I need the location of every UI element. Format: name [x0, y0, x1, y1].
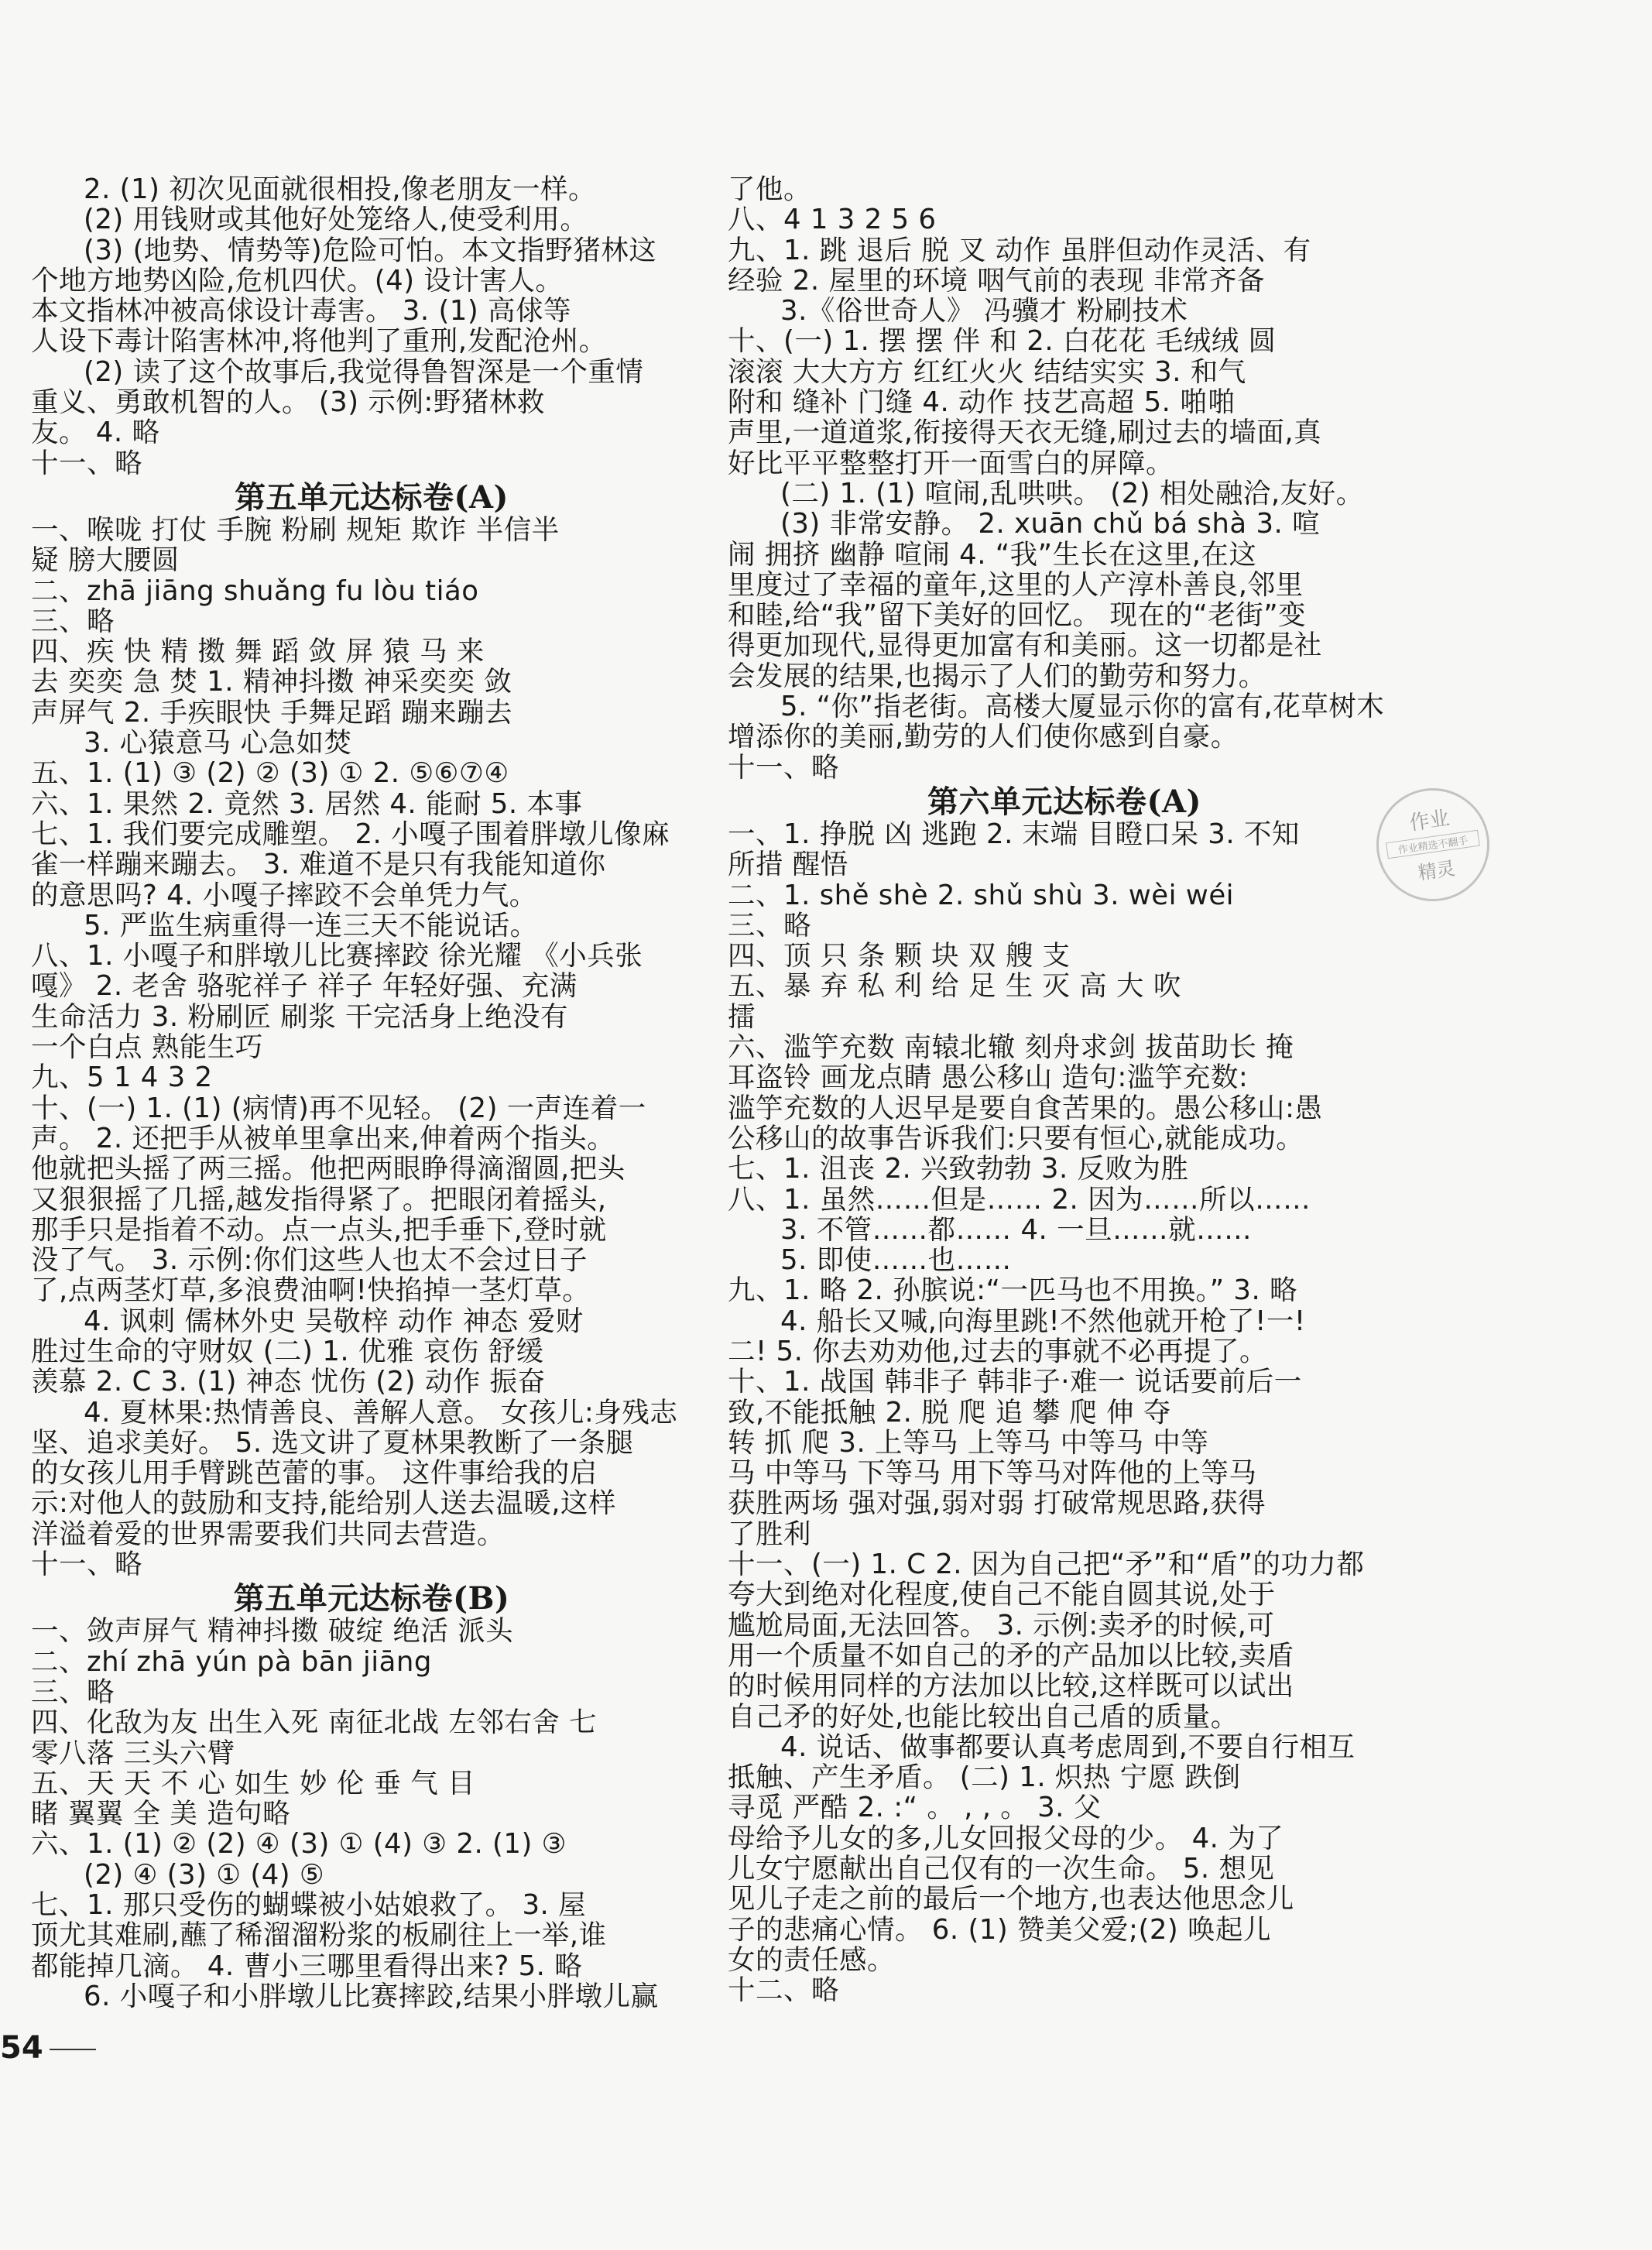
answer-line: 一、1. 挣脱 凶 逃跑 2. 末端 目瞪口呆 3. 不知: [728, 818, 1300, 850]
answer-line: 四、化敌为友 出生入死 南征北战 左邻右舍 七: [31, 1706, 598, 1739]
answer-line: 女的责任感。: [728, 1943, 896, 1976]
answer-line: 七、1. 我们要完成雕塑。 2. 小嘎子围着胖墩儿像麻: [31, 818, 670, 850]
answer-block-unit6-a: [728, 819, 1401, 2006]
answer-line: 里度过了幸福的童年,这里的人产淳朴善良,邻里: [728, 568, 1304, 601]
answer-line: 雀一样蹦来蹦去。 3. 难道不是只有我能知道你: [31, 849, 606, 881]
answer-line: 二、zhí zhā yún pà bān jiāng: [31, 1645, 432, 1678]
answer-line: 三、略: [31, 605, 115, 637]
answer-line: 寻觅 严酷 2. :“ 。 , , 。 3. 父: [728, 1792, 1102, 1824]
answer-line: (2) 读了这个故事后,我觉得鲁智深是一个重情: [84, 355, 644, 388]
answer-block-unit4-end: [31, 174, 712, 478]
answer-line: 好比平平整整打开一面雪白的屏障。: [728, 447, 1174, 479]
answer-line: 声里,一道道浆,衔接得天衣无缝,刷过去的墙面,真: [728, 417, 1322, 449]
answer-line: 他就把头摇了两三摇。他把两眼睁得滴溜圆,把头: [31, 1153, 625, 1185]
answer-line: 没了气。 3. 示例:你们这些人也太不会过日子: [31, 1244, 588, 1277]
answer-line: 得更加现代,显得更加富有和美丽。这一切都是社: [728, 629, 1322, 662]
answer-line: 所措 醒悟: [728, 849, 848, 881]
answer-line: 嘎》 2. 老舍 骆驼祥子 祥子 年轻好强、充满: [31, 970, 578, 1003]
stamp-bottom-text: 精灵: [1417, 857, 1457, 884]
answer-line: 又狠狠摇了几摇,越发指得紧了。把眼闭着摇头,: [31, 1183, 607, 1216]
answer-line: 会发展的结果,也揭示了人们的勤劳和努力。: [728, 660, 1266, 692]
section-title-unit5-b: 第五单元达标卷(B): [233, 1580, 510, 1617]
answer-line: 胜过生命的守财奴 (二) 1. 优雅 哀伤 舒缓: [31, 1335, 544, 1367]
answer-line: 十、(一) 1. 摆 摆 伴 和 2. 白花花 毛绒绒 圆: [728, 325, 1277, 358]
page-number: [0, 2030, 96, 2066]
answer-line: 睹 翼翼 全 美 造句略: [31, 1798, 291, 1830]
page-number-value: 54: [0, 2030, 43, 2066]
answer-line: 十一、(一) 1. C 2. 因为自己把“矛”和“盾”的功力都: [728, 1549, 1365, 1581]
answer-line: 二、zhā jiāng shuǎng fu lòu tiáo: [31, 575, 479, 607]
answer-line: 擂: [728, 1000, 756, 1033]
answer-line: 2. (1) 初次见面就很相投,像老朋友一样。: [84, 173, 597, 205]
answer-line: 疑 膀大腰圆: [31, 544, 180, 577]
answer-line: (二) 1. (1) 喧闹,乱哄哄。 (2) 相处融洽,友好。: [780, 477, 1364, 509]
answer-line: 四、顶 只 条 颗 块 双 艘 支: [728, 940, 1071, 972]
answer-line: 零八落 三头六臂: [31, 1737, 235, 1769]
answer-line: 人设下毒计陷害林冲,将他判了重刑,发配沧州。: [31, 325, 607, 358]
answer-line: (2) 用钱财或其他好处笼络人,使受利用。: [84, 204, 588, 236]
answer-line: 自己矛的好处,也能比较出自己盾的质量。: [728, 1700, 1239, 1733]
answer-line: 八、1. 小嘎子和胖墩儿比赛摔跤 徐光耀 《小兵张: [31, 940, 643, 972]
stamp-top-text: 作业: [1407, 806, 1451, 835]
answer-line: 六、1. 果然 2. 竟然 3. 居然 4. 能耐 5. 本事: [31, 787, 583, 820]
answer-line: 滥竽充数的人迟早是要自食苦果的。愚公移山:愚: [728, 1092, 1323, 1124]
answer-line: 3.《俗世奇人》 冯骥才 粉刷技术: [780, 295, 1188, 328]
answer-line: 本文指林冲被高俅设计毒害。 3. (1) 高俅等: [31, 295, 572, 328]
answer-line: 和睦,给“我”留下美好的回忆。 现在的“老街”变: [728, 599, 1307, 632]
answer-line: 声。 2. 还把手从被单里拿出来,伸着两个指头。: [31, 1122, 615, 1154]
answer-line: 耳盗铃 画龙点睛 愚公移山 造句:滥竽充数:: [728, 1062, 1249, 1094]
answer-line: 洋溢着爱的世界需要我们共同去营造。: [31, 1518, 506, 1550]
answer-line: 了胜利: [728, 1518, 812, 1550]
answer-line: 闹 拥挤 幽静 喧闹 4. “我”生长在这里,在这: [728, 538, 1257, 571]
answer-line: 4. 夏林果:热情善良、善解人意。 女孩儿:身残志: [84, 1396, 678, 1429]
answer-line: 3. 心猿意马 心急如焚: [84, 727, 352, 760]
answer-line: 的女孩儿用手臂跳芭蕾的事。 这件事给我的启: [31, 1457, 598, 1490]
answer-line: 那手只是指着不动。点一点头,把手垂下,登时就: [31, 1213, 607, 1246]
answer-line: 九、5 1 4 3 2: [31, 1062, 213, 1094]
answer-line: 一、敛声屏气 精神抖擞 破绽 绝活 派头: [31, 1615, 514, 1648]
answer-line: 马 中等马 下等马 用下等马对阵他的上等马: [728, 1457, 1257, 1490]
answer-line: 5. “你”指老街。高楼大厦显示你的富有,花草树木: [780, 691, 1385, 723]
answer-line: 一、喉咙 打仗 手腕 粉刷 规矩 欺诈 半信半: [31, 513, 560, 546]
answer-line: (3) 非常安静。 2. xuān chǔ bá shà 3. 喧: [780, 508, 1321, 540]
answer-line: 十、(一) 1. (1) (病情)再不见轻。 (2) 一声连着一: [31, 1092, 646, 1124]
answer-line: 四、疾 快 精 擞 舞 蹈 敛 屏 猿 马 来: [31, 636, 485, 668]
answer-line: 五、暴 弃 私 利 给 足 生 灭 高 大 吹: [728, 970, 1181, 1003]
answer-line: 子的悲痛心情。 6. (1) 赞美父爱;(2) 唤起儿: [728, 1913, 1272, 1946]
answer-line: 七、1. 沮丧 2. 兴致勃勃 3. 反败为胜: [728, 1153, 1189, 1185]
answer-line: 十一、略: [31, 447, 143, 479]
answer-line: 个地方地势凶险,危机四伏。(4) 设计害人。: [31, 264, 564, 297]
answer-line: (3) (地势、情势等)危险可怕。本文指野猪林这: [84, 234, 657, 266]
right-column: [728, 174, 1401, 2006]
answer-line: 友。 4. 略: [31, 417, 160, 449]
answer-line: 示:对他人的鼓励和支持,能给别人送去温暖,这样: [31, 1487, 617, 1520]
answer-line: 二! 5. 你去劝劝他,过去的事就不必再提了。: [728, 1335, 1267, 1367]
answer-line: 用一个质量不如自己的矛的产品加以比较,卖盾: [728, 1639, 1294, 1672]
answer-line: 4. 船长又喊,向海里跳!不然他就开枪了!一!: [780, 1305, 1306, 1337]
answer-line: 八、4 1 3 2 5 6: [728, 204, 937, 236]
answer-line: 坚、追求美好。 5. 选文讲了夏林果教断了一条腿: [31, 1426, 634, 1459]
answer-block-unit5-a: [31, 515, 712, 1579]
answer-line: 十二、略: [728, 1974, 840, 2007]
answer-line: 三、略: [31, 1675, 115, 1708]
answer-line: 了他。: [728, 173, 812, 205]
answer-line: 九、1. 跳 退后 脱 叉 动作 虽胖但动作灵活、有: [728, 234, 1311, 266]
answer-line: 十一、略: [31, 1549, 143, 1581]
answer-line: 羡慕 2. C 3. (1) 神态 忧伤 (2) 动作 振奋: [31, 1366, 546, 1398]
answer-line: 公移山的故事告诉我们:只要有恒心,就能成功。: [728, 1122, 1304, 1154]
answer-line: 八、1. 虽然……但是…… 2. 因为……所以……: [728, 1183, 1311, 1216]
answer-line: 二、1. shě shè 2. shǔ shù 3. wèi wéi: [728, 879, 1235, 911]
answer-line: 六、1. (1) ② (2) ④ (3) ① (4) ③ 2. (1) ③: [31, 1828, 567, 1861]
answer-line: 一个白点 熟能生巧: [31, 1031, 263, 1064]
answer-line: 生命活力 3. 粉刷匠 刷浆 干完活身上绝没有: [31, 1000, 569, 1033]
left-column: [31, 174, 712, 2012]
answer-line: 五、天 天 不 心 如生 妙 伦 垂 气 目: [31, 1767, 476, 1799]
answer-line: 重义、勇敢机智的人。 (3) 示例:野猪林救: [31, 386, 545, 419]
answer-line: 4. 讽刺 儒林外史 吴敬梓 动作 神态 爱财: [84, 1305, 584, 1337]
answer-line: 4. 说话、做事都要认真考虑周到,不要自行相互: [780, 1730, 1356, 1763]
answer-line: 十、1. 战国 韩非子 韩非子·难一 说话要前后一: [728, 1366, 1302, 1398]
answer-line: 5. 严监生病重得一连三天不能说话。: [84, 909, 538, 942]
answer-line: 都能掉几滴。 4. 曹小三哪里看得出来? 5. 略: [31, 1950, 583, 1982]
answer-line: 六、滥竽充数 南辕北辙 刻舟求剑 拔苗助长 掩: [728, 1031, 1294, 1064]
section-title-unit6-a: 第六单元达标卷(A): [927, 783, 1201, 820]
answer-line: 顶尤其难刷,蘸了稀溜溜粉浆的板刷往上一举,谁: [31, 1919, 607, 1952]
section-title-unit5-a: 第五单元达标卷(A): [235, 478, 509, 516]
answer-line: 滚滚 大大方方 红红火火 结结实实 3. 和气: [728, 355, 1246, 388]
answer-line: 声屏气 2. 手疾眼快 手舞足蹈 蹦来蹦去: [31, 696, 513, 729]
answer-line: 附和 缝补 门缝 4. 动作 技艺高超 5. 啪啪: [728, 386, 1236, 419]
stamp-middle-text: 作业精选不翻手: [1386, 830, 1480, 859]
answer-line: 经验 2. 屋里的环境 咽气前的表现 非常齐备: [728, 264, 1266, 297]
answer-line: 夸大到绝对化程度,使自己不能自圆其说,处于: [728, 1579, 1276, 1611]
answer-line: 儿女宁愿献出自己仅有的一次生命。 5. 想见: [728, 1853, 1275, 1885]
answer-line: 九、1. 略 2. 孙膑说:“一匹马也不用换。” 3. 略: [728, 1274, 1298, 1307]
answer-line: 尴尬局面,无法回答。 3. 示例:卖矛的时候,可: [728, 1609, 1275, 1641]
answer-line: 的意思吗? 4. 小嘎子摔跤不会单凭力气。: [31, 879, 537, 911]
answer-block-unit5-b: [31, 1616, 712, 2012]
answer-line: 5. 即使……也……: [780, 1244, 1012, 1277]
answer-line: 的时候用同样的方法加以比较,这样既可以试出: [728, 1670, 1294, 1703]
answer-line: 获胜两场 强对强,弱对弱 打破常规思路,获得: [728, 1487, 1266, 1520]
answer-line: 十一、略: [728, 751, 840, 784]
answer-line: (2) ④ (3) ① (4) ⑤: [84, 1858, 325, 1891]
answer-line: 去 奕奕 急 焚 1. 精神抖擞 神采奕奕 敛: [31, 666, 512, 698]
answer-line: 三、略: [728, 909, 812, 942]
answer-line: 抵触、产生矛盾。 (二) 1. 炽热 宁愿 跌倒: [728, 1761, 1241, 1794]
page-number-dash: [50, 2049, 96, 2050]
answer-line: 了,点两茎灯草,多浪费油啊!快掐掉一茎灯草。: [31, 1274, 591, 1307]
answer-line: 致,不能抵触 2. 脱 爬 追 攀 爬 伸 夺: [728, 1396, 1171, 1429]
answer-line: 母给予儿女的多,儿女回报父母的少。 4. 为了: [728, 1822, 1284, 1854]
answer-line: 增添你的美丽,勤劳的人们使你感到自豪。: [728, 721, 1239, 753]
answer-block-unit5-b-cont: [728, 174, 1401, 783]
answer-line: 3. 不管……都…… 4. 一旦……就……: [780, 1213, 1253, 1246]
answer-line: 转 抓 爬 3. 上等马 上等马 中等马 中等: [728, 1426, 1209, 1459]
answer-line: 五、1. (1) ③ (2) ② (3) ① 2. ⑤⑥⑦④: [31, 757, 509, 790]
answer-line: 6. 小嘎子和小胖墩儿比赛摔跤,结果小胖墩儿赢: [84, 1980, 659, 2012]
answer-line: 见儿子走之前的最后一个地方,也表达他思念儿: [728, 1883, 1294, 1916]
answer-line: 七、1. 那只受伤的蝴蝶被小姑娘救了。 3. 屋: [31, 1889, 587, 1922]
